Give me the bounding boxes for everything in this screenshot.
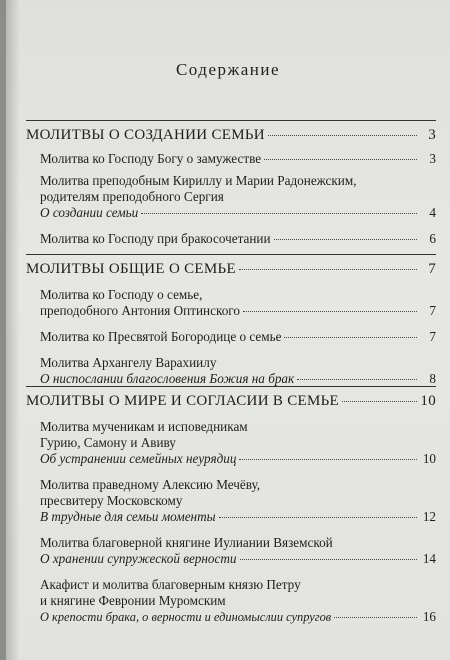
entry-subtitle: О хранении супружеской верности: [40, 551, 237, 566]
leader-dots: [240, 559, 418, 560]
page-number: 10: [420, 393, 436, 409]
toc-entry[interactable]: [26, 231, 436, 247]
entry-line: Молитва мученикам и исповедникам: [40, 419, 248, 434]
leader-dots: [219, 517, 417, 518]
page-number: 7: [429, 329, 436, 344]
leader-dots: [268, 135, 417, 136]
entry-title: преподобного Антония Оптинского: [40, 303, 240, 318]
section-heading[interactable]: [26, 121, 436, 145]
toc-entry[interactable]: [26, 577, 436, 625]
entry-line: Молитва праведному Алексию Мечёву,: [40, 477, 261, 492]
page-number: 10: [422, 451, 436, 466]
entry-subtitle-row: [26, 205, 436, 221]
page-number: 3: [429, 151, 436, 166]
leader-dots: [239, 459, 417, 460]
entry-subtitle: О создании семьи: [40, 205, 139, 220]
section-heading[interactable]: [26, 255, 436, 279]
entry-line: пресвитеру Московскому: [40, 493, 183, 508]
page-number: 14: [422, 551, 436, 566]
toc-entry[interactable]: [26, 535, 436, 567]
leader-dots: [264, 159, 417, 160]
section-heading-text: МОЛИТВЫ ОБЩИЕ О СЕМЬЕ: [26, 261, 236, 277]
entry-line: Молитва ко Господу о семье,: [40, 287, 203, 302]
toc-entry[interactable]: [26, 151, 436, 167]
entry-subtitle-row: [26, 509, 436, 525]
leader-dots: [239, 269, 417, 270]
page-number: 8: [429, 371, 436, 386]
entry-title: Молитва ко Пресвятой Богородице о семье: [40, 329, 282, 344]
toc-entry[interactable]: [26, 173, 436, 221]
leader-dots: [334, 617, 417, 618]
entry-subtitle: О крепости брака, о верности и единомыслии супругов: [40, 610, 332, 624]
page-number: 7: [429, 303, 436, 318]
leader-dots: [342, 401, 417, 402]
page-number: 6: [429, 231, 436, 246]
entry-line: Молитва преподобным Кириллу и Марии Радонежским,: [40, 173, 357, 188]
entry-title: Молитва ко Господу Богу о замужестве: [40, 151, 262, 166]
toc-entry[interactable]: [26, 419, 436, 467]
book-page: [6, 0, 450, 660]
section-general-family: [26, 254, 436, 387]
entry-line: Акафист и молитва благоверным князю Петру: [40, 577, 301, 592]
section-heading-text: МОЛИТВЫ О МИРЕ И СОГЛАСИИ В СЕМЬЕ: [26, 393, 340, 409]
leader-dots: [243, 311, 417, 312]
entry-subtitle-row: [26, 451, 436, 467]
toc-entry[interactable]: [26, 287, 436, 319]
entry-subtitle-row: [26, 371, 436, 387]
page-title: Содержание: [175, 60, 281, 79]
entry-subtitle-row: [26, 609, 436, 625]
entry-line: Гурию, Самону и Авиву: [40, 435, 176, 450]
toc-entry[interactable]: [26, 329, 436, 345]
section-peace-in-family: [26, 386, 436, 625]
page-number: 7: [428, 261, 436, 277]
entry-subtitle-row: [26, 551, 436, 567]
entry-line: родителям преподобного Сергия: [40, 189, 224, 204]
page-number: 3: [428, 127, 436, 143]
leader-dots: [141, 213, 417, 214]
page-gutter-shadow: [6, 0, 20, 660]
entry-line: Молитва Архангелу Варахиилу: [40, 355, 217, 370]
leader-dots: [284, 337, 417, 338]
entry-line: Молитва благоверной княгине Иулиании Вяземской: [40, 535, 333, 550]
entry-subtitle: О ниспослании благословения Божия на брак: [40, 371, 295, 386]
entry-title: Молитва ко Господу при бракосочетании: [40, 231, 271, 246]
page-number: 16: [422, 609, 436, 624]
section-creation-of-family: [26, 120, 436, 247]
entry-last-row: [26, 303, 436, 319]
section-heading[interactable]: [26, 387, 436, 411]
leader-dots: [274, 239, 417, 240]
page-number: 4: [429, 205, 436, 220]
section-heading-text: МОЛИТВЫ О СОЗДАНИИ СЕМЬИ: [26, 127, 265, 143]
toc-entry[interactable]: [26, 477, 436, 525]
toc-entry[interactable]: [26, 355, 436, 387]
leader-dots: [297, 379, 417, 380]
entry-subtitle: В трудные для семьи моменты: [40, 509, 216, 524]
entry-line: и княгине Февронии Муромским: [40, 593, 226, 608]
entry-subtitle: Об устранении семейных неурядиц: [40, 451, 237, 466]
page-number: 12: [422, 509, 436, 524]
